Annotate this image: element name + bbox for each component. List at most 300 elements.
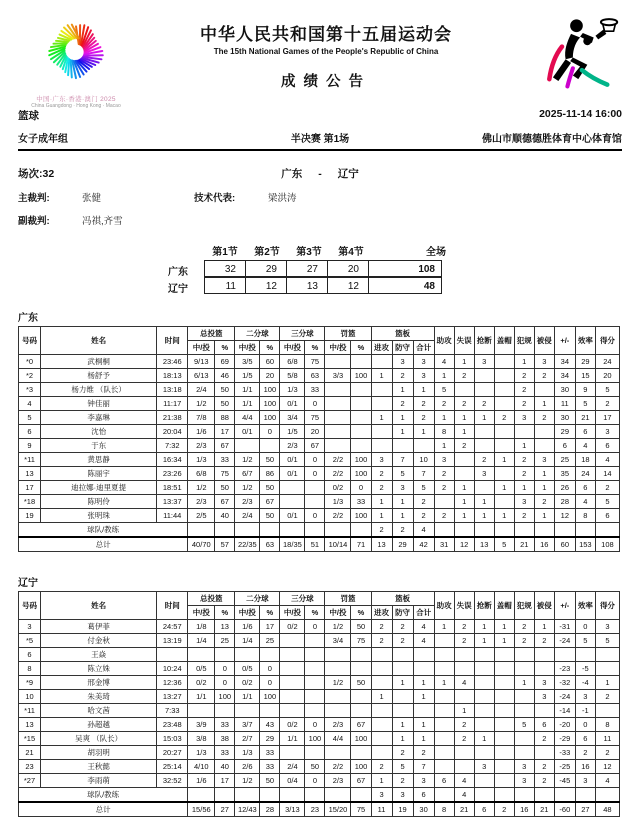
stat-cell: 2/4 xyxy=(235,509,260,523)
stat-cell: 4 xyxy=(413,634,434,648)
column-subheader: % xyxy=(305,606,325,620)
stat-cell xyxy=(351,425,371,439)
column-header: 抢断 xyxy=(474,327,494,355)
stat-cell: 20 xyxy=(260,369,280,383)
stat-cell: 50 xyxy=(260,453,280,467)
stat-cell: 3/8 xyxy=(188,732,215,746)
stat-cell xyxy=(280,495,305,509)
stat-cell: 4 xyxy=(454,788,474,803)
stat-cell: 16 xyxy=(575,760,595,774)
stat-cell xyxy=(371,397,392,411)
stat-cell: 0 xyxy=(575,718,595,732)
stat-cell: 2 xyxy=(514,467,534,481)
stat-cell: 1/1 xyxy=(235,383,260,397)
stat-cell xyxy=(494,369,514,383)
stat-cell xyxy=(351,355,371,369)
player-name: 沈怡 xyxy=(41,425,157,439)
stat-cell: 75 xyxy=(215,467,235,481)
stat-cell: 40 xyxy=(215,760,235,774)
player-row xyxy=(19,620,620,634)
stat-cell: 67 xyxy=(305,439,325,453)
stat-cell xyxy=(434,704,454,718)
stat-cell: 67 xyxy=(260,495,280,509)
away-boxscore-table-container xyxy=(18,591,622,817)
stat-cell xyxy=(534,746,554,760)
player-name: 杨舒予 xyxy=(41,369,157,383)
stat-cell xyxy=(325,355,351,369)
total-stat-cell: 11 xyxy=(371,802,392,817)
stat-cell xyxy=(434,760,454,774)
stat-cell: 1 xyxy=(454,495,474,509)
stat-cell: 2 xyxy=(514,369,534,383)
stat-cell xyxy=(325,439,351,453)
vs-separator: - xyxy=(318,168,322,180)
stat-cell: -14 xyxy=(554,704,575,718)
stat-cell: 33 xyxy=(305,383,325,397)
player-name: 吴爽 （队长） xyxy=(41,732,157,746)
stat-cell xyxy=(260,788,280,803)
stat-cell: 8 xyxy=(575,509,595,523)
total-stat-cell: 5 xyxy=(494,537,514,552)
stat-cell xyxy=(595,523,619,538)
stat-cell: 2 xyxy=(392,523,413,538)
stat-cell: 20 xyxy=(305,425,325,439)
stat-cell: 100 xyxy=(351,732,371,746)
stat-cell: 1 xyxy=(371,774,392,788)
stat-cell: 1/4 xyxy=(188,634,215,648)
stat-cell xyxy=(474,704,494,718)
column-header: 盖帽 xyxy=(494,327,514,355)
stat-cell: 1/1 xyxy=(280,732,305,746)
player-number: 3 xyxy=(19,620,41,634)
away-q2-score: 12 xyxy=(245,277,287,294)
stat-cell: 0 xyxy=(260,425,280,439)
column-header: 犯规 xyxy=(514,327,534,355)
column-header: 犯规 xyxy=(514,592,534,620)
stat-cell: 3/5 xyxy=(235,355,260,369)
minutes-played: 18:51 xyxy=(157,481,188,495)
minutes-played xyxy=(157,648,188,662)
stat-cell: 4 xyxy=(434,355,454,369)
stat-cell: 26 xyxy=(554,481,575,495)
stat-cell: 2/3 xyxy=(325,774,351,788)
stat-cell xyxy=(351,397,371,411)
column-subheader: % xyxy=(260,341,280,355)
stat-cell xyxy=(371,704,392,718)
total-stat-cell: 75 xyxy=(351,802,371,817)
stat-cell xyxy=(280,704,305,718)
stat-cell xyxy=(434,523,454,538)
stat-cell: 1 xyxy=(494,620,514,634)
stat-cell xyxy=(474,439,494,453)
total-stat-cell: 15/56 xyxy=(188,802,215,817)
column-group-header: 篮板 xyxy=(371,327,434,341)
stat-cell: 3 xyxy=(595,425,619,439)
stat-cell xyxy=(351,523,371,538)
stat-cell: 1 xyxy=(454,411,474,425)
stat-cell xyxy=(305,634,325,648)
stat-cell: 0 xyxy=(575,620,595,634)
stat-cell xyxy=(351,383,371,397)
player-number: 13 xyxy=(19,467,41,481)
stat-cell xyxy=(514,788,534,803)
stat-cell xyxy=(494,662,514,676)
stat-cell: 4/4 xyxy=(325,732,351,746)
player-number: *9 xyxy=(19,676,41,690)
player-number: *11 xyxy=(19,704,41,718)
minutes-played: 11:44 xyxy=(157,509,188,523)
stat-cell xyxy=(392,662,413,676)
stat-cell: 4 xyxy=(575,495,595,509)
stat-cell xyxy=(474,690,494,704)
stat-cell: 1 xyxy=(514,439,534,453)
home-quarter-row xyxy=(168,261,622,278)
stat-cell: 8 xyxy=(595,718,619,732)
column-header: +/- xyxy=(554,592,575,620)
stat-cell: 5 xyxy=(392,467,413,481)
column-group-header: 三分球 xyxy=(280,327,325,341)
stat-cell: 11 xyxy=(595,732,619,746)
stat-cell: 25 xyxy=(554,453,575,467)
minutes-played: 12:36 xyxy=(157,676,188,690)
stat-cell: 1/1 xyxy=(235,397,260,411)
stat-cell: 100 xyxy=(351,369,371,383)
stat-cell: 1 xyxy=(494,453,514,467)
player-number: *11 xyxy=(19,453,41,467)
minutes-played: 15:03 xyxy=(157,732,188,746)
player-row xyxy=(19,746,620,760)
stat-cell: 0/5 xyxy=(235,662,260,676)
stat-cell: 2/3 xyxy=(325,718,351,732)
stat-cell: 1 xyxy=(371,411,392,425)
stat-cell: 4 xyxy=(595,774,619,788)
stat-cell: 0/2 xyxy=(280,718,305,732)
minutes-played: 13:19 xyxy=(157,634,188,648)
stat-cell xyxy=(280,648,305,662)
stat-cell: 1 xyxy=(392,732,413,746)
stat-cell xyxy=(280,676,305,690)
stat-cell: 7 xyxy=(392,453,413,467)
stat-cell xyxy=(494,648,514,662)
stat-cell xyxy=(494,746,514,760)
stat-cell xyxy=(325,788,351,803)
stat-cell: -5 xyxy=(575,662,595,676)
stat-cell: 1 xyxy=(434,369,454,383)
stat-cell xyxy=(351,662,371,676)
stat-cell: 1 xyxy=(514,355,534,369)
stat-cell: 6 xyxy=(413,788,434,803)
chief-referee-name: 张健 xyxy=(82,190,194,204)
stat-cell: -33 xyxy=(554,746,575,760)
total-stat-cell: 29 xyxy=(392,537,413,552)
stat-cell: 2 xyxy=(514,634,534,648)
home-boxscore-title: 广东 xyxy=(18,309,622,324)
stat-cell: 3 xyxy=(392,355,413,369)
player-number: 5 xyxy=(19,411,41,425)
stat-cell xyxy=(305,648,325,662)
column-group-header: 罚篮 xyxy=(325,327,371,341)
total-stat-cell: 6 xyxy=(474,802,494,817)
player-row xyxy=(19,732,620,746)
player-name: 李嘉琳 xyxy=(41,411,157,425)
stat-cell: 1 xyxy=(514,481,534,495)
stat-cell: 3/4 xyxy=(325,634,351,648)
stat-cell: 2 xyxy=(392,397,413,411)
stat-cell: 1 xyxy=(413,425,434,439)
stat-cell: 1/2 xyxy=(325,676,351,690)
column-group-header: 篮板 xyxy=(371,592,434,606)
stat-cell xyxy=(260,439,280,453)
stat-cell xyxy=(434,732,454,746)
player-row xyxy=(19,481,620,495)
page-header xyxy=(18,12,622,104)
stat-cell xyxy=(434,718,454,732)
away-total-score: 48 xyxy=(368,277,442,294)
stat-cell: 69 xyxy=(215,355,235,369)
stat-cell xyxy=(514,690,534,704)
column-subheader: % xyxy=(351,341,371,355)
stat-cell xyxy=(413,662,434,676)
minutes-played: 13:37 xyxy=(157,495,188,509)
stat-cell xyxy=(454,453,474,467)
stat-cell: 6/8 xyxy=(280,355,305,369)
stat-cell: 100 xyxy=(351,760,371,774)
stat-cell: -4 xyxy=(575,676,595,690)
home-team-name: 广东 xyxy=(281,168,302,180)
box-score-body xyxy=(19,355,620,552)
stat-cell: 33 xyxy=(260,760,280,774)
stat-cell xyxy=(454,648,474,662)
player-name: 胡羽明 xyxy=(41,746,157,760)
stat-cell: 2/2 xyxy=(325,509,351,523)
stat-cell: 5 xyxy=(434,383,454,397)
player-name: 哈文茜 xyxy=(41,704,157,718)
stat-cell xyxy=(454,690,474,704)
stat-cell: -20 xyxy=(554,718,575,732)
stat-cell: 1 xyxy=(474,634,494,648)
minutes-played: 7:32 xyxy=(157,439,188,453)
stat-cell: 50 xyxy=(260,509,280,523)
stat-cell: 21 xyxy=(575,411,595,425)
stat-cell xyxy=(514,425,534,439)
player-row xyxy=(19,509,620,523)
player-name: 迪拉娜·迪里夏提 xyxy=(41,481,157,495)
home-q4-score: 20 xyxy=(327,260,369,277)
logo-caption: 中国·广东·香港·澳门 2025 xyxy=(18,94,134,103)
stat-cell: 1 xyxy=(494,634,514,648)
stat-cell: 1/5 xyxy=(235,369,260,383)
stat-cell: 0/1 xyxy=(280,453,305,467)
stat-cell: 2 xyxy=(595,397,619,411)
stat-cell: 33 xyxy=(215,453,235,467)
stat-cell xyxy=(392,648,413,662)
stat-cell xyxy=(494,732,514,746)
stat-cell: 4 xyxy=(413,620,434,634)
stat-cell: 3 xyxy=(413,355,434,369)
total-stat-cell: 12 xyxy=(454,537,474,552)
stat-cell xyxy=(434,648,454,662)
total-stat-cell: 108 xyxy=(595,537,619,552)
player-row xyxy=(19,662,620,676)
stat-cell xyxy=(188,704,215,718)
player-row xyxy=(19,676,620,690)
stat-cell xyxy=(494,788,514,803)
column-subheader: % xyxy=(215,606,235,620)
stat-cell: 46 xyxy=(215,369,235,383)
quarter-header-row xyxy=(168,243,622,261)
stat-cell xyxy=(371,676,392,690)
player-name: 黄思静 xyxy=(41,453,157,467)
stat-cell: 2 xyxy=(534,495,554,509)
stat-cell xyxy=(514,746,534,760)
stat-cell: 1 xyxy=(454,509,474,523)
stat-cell: 0 xyxy=(305,509,325,523)
stat-cell: 1 xyxy=(595,676,619,690)
total-stat-cell: 22/35 xyxy=(235,537,260,552)
box-score-body xyxy=(19,620,620,817)
minutes-played: 20:27 xyxy=(157,746,188,760)
away-team-label: 辽宁 xyxy=(168,278,204,295)
stat-cell xyxy=(474,481,494,495)
stat-cell: 28 xyxy=(554,495,575,509)
stat-cell: 100 xyxy=(351,509,371,523)
stat-cell xyxy=(215,648,235,662)
games-title: 中华人民共和国第十五届运动会 xyxy=(134,20,518,45)
player-row xyxy=(19,690,620,704)
stat-cell: 6/8 xyxy=(188,467,215,481)
stat-cell xyxy=(494,676,514,690)
stat-cell xyxy=(494,495,514,509)
stat-cell: 100 xyxy=(260,397,280,411)
stat-cell: 2 xyxy=(392,369,413,383)
player-number: 17 xyxy=(19,481,41,495)
stat-cell: 2 xyxy=(371,481,392,495)
column-subheader: 防守 xyxy=(392,606,413,620)
stat-cell xyxy=(434,634,454,648)
event-info-row xyxy=(18,130,622,145)
stat-cell: 33 xyxy=(215,746,235,760)
stat-cell: 2/2 xyxy=(325,760,351,774)
stat-cell: 50 xyxy=(260,481,280,495)
stat-cell xyxy=(260,523,280,538)
stat-cell: 2 xyxy=(392,746,413,760)
stat-cell: 5 xyxy=(595,383,619,397)
stat-cell xyxy=(575,523,595,538)
stat-cell: 3 xyxy=(413,369,434,383)
total-stat-cell: 2 xyxy=(494,802,514,817)
stat-cell: 2/2 xyxy=(325,467,351,481)
minutes-played: 32:52 xyxy=(157,774,188,788)
stat-cell: 1/6 xyxy=(188,774,215,788)
total-stat-cell: 31 xyxy=(434,537,454,552)
player-name: 邢金博 xyxy=(41,676,157,690)
basketball-pictogram-icon xyxy=(540,14,622,100)
stat-cell: 0/4 xyxy=(280,774,305,788)
stat-cell: 17 xyxy=(215,774,235,788)
stat-cell: 60 xyxy=(260,355,280,369)
stat-cell: 17 xyxy=(595,411,619,425)
stat-cell: 100 xyxy=(260,383,280,397)
player-row xyxy=(19,383,620,397)
player-number: *27 xyxy=(19,774,41,788)
stat-cell xyxy=(454,662,474,676)
stat-cell: 0/2 xyxy=(325,481,351,495)
q1-header: 第1节 xyxy=(204,243,246,261)
header-divider xyxy=(18,149,622,151)
total-stat-cell: 63 xyxy=(260,537,280,552)
bulletin-title: 成绩公告 xyxy=(134,70,518,91)
stat-cell xyxy=(474,774,494,788)
stat-cell: 2 xyxy=(595,481,619,495)
stat-cell xyxy=(325,411,351,425)
stat-cell xyxy=(434,788,454,803)
stat-cell xyxy=(494,690,514,704)
stat-cell xyxy=(494,355,514,369)
stat-cell xyxy=(305,704,325,718)
stat-cell xyxy=(260,704,280,718)
stat-cell: 12 xyxy=(595,760,619,774)
player-row xyxy=(19,397,620,411)
player-row xyxy=(19,411,620,425)
box-score-header xyxy=(19,327,620,355)
stat-cell xyxy=(280,746,305,760)
player-row xyxy=(19,634,620,648)
stat-cell xyxy=(351,746,371,760)
column-group-header: 三分球 xyxy=(280,592,325,606)
stat-cell: 0/2 xyxy=(188,676,215,690)
stat-cell: 13 xyxy=(215,620,235,634)
stat-cell: 75 xyxy=(305,411,325,425)
player-row xyxy=(19,425,620,439)
total-stat-cell: 3/13 xyxy=(280,802,305,817)
stat-cell xyxy=(235,788,260,803)
chief-referee-label: 主裁判: xyxy=(18,190,82,204)
stat-cell xyxy=(215,523,235,538)
stat-cell: 1/1 xyxy=(235,690,260,704)
stat-cell: 0/1 xyxy=(280,467,305,481)
stat-cell: 3 xyxy=(474,467,494,481)
away-quarter-row xyxy=(168,278,622,295)
stat-cell: 100 xyxy=(351,453,371,467)
total-stat-cell: 60 xyxy=(554,537,575,552)
stat-cell: -23 xyxy=(554,662,575,676)
stat-cell: 3 xyxy=(514,760,534,774)
stat-cell xyxy=(371,662,392,676)
stat-cell: 15 xyxy=(575,369,595,383)
stat-cell: -24 xyxy=(554,634,575,648)
venue-label: 佛山市顺德德胜体育中心体育馆 xyxy=(349,130,622,145)
stat-cell: 3/3 xyxy=(325,369,351,383)
stat-cell: 75 xyxy=(305,355,325,369)
stat-cell: 0/1 xyxy=(235,425,260,439)
stat-cell xyxy=(371,383,392,397)
player-number: 4 xyxy=(19,397,41,411)
total-stat-cell: 13 xyxy=(474,537,494,552)
stat-cell: 0 xyxy=(305,453,325,467)
stat-cell: 2 xyxy=(514,620,534,634)
minutes-played: 7:33 xyxy=(157,704,188,718)
player-row xyxy=(19,453,620,467)
column-subheader: % xyxy=(305,341,325,355)
column-group-header: 二分球 xyxy=(235,327,280,341)
stat-cell xyxy=(534,648,554,662)
assistant-referee-label: 副裁判: xyxy=(18,213,82,227)
stat-cell xyxy=(454,523,474,538)
stat-cell: 1 xyxy=(413,383,434,397)
player-number: 23 xyxy=(19,760,41,774)
sport-label: 篮球 xyxy=(18,108,39,123)
home-q3-score: 27 xyxy=(286,260,328,277)
